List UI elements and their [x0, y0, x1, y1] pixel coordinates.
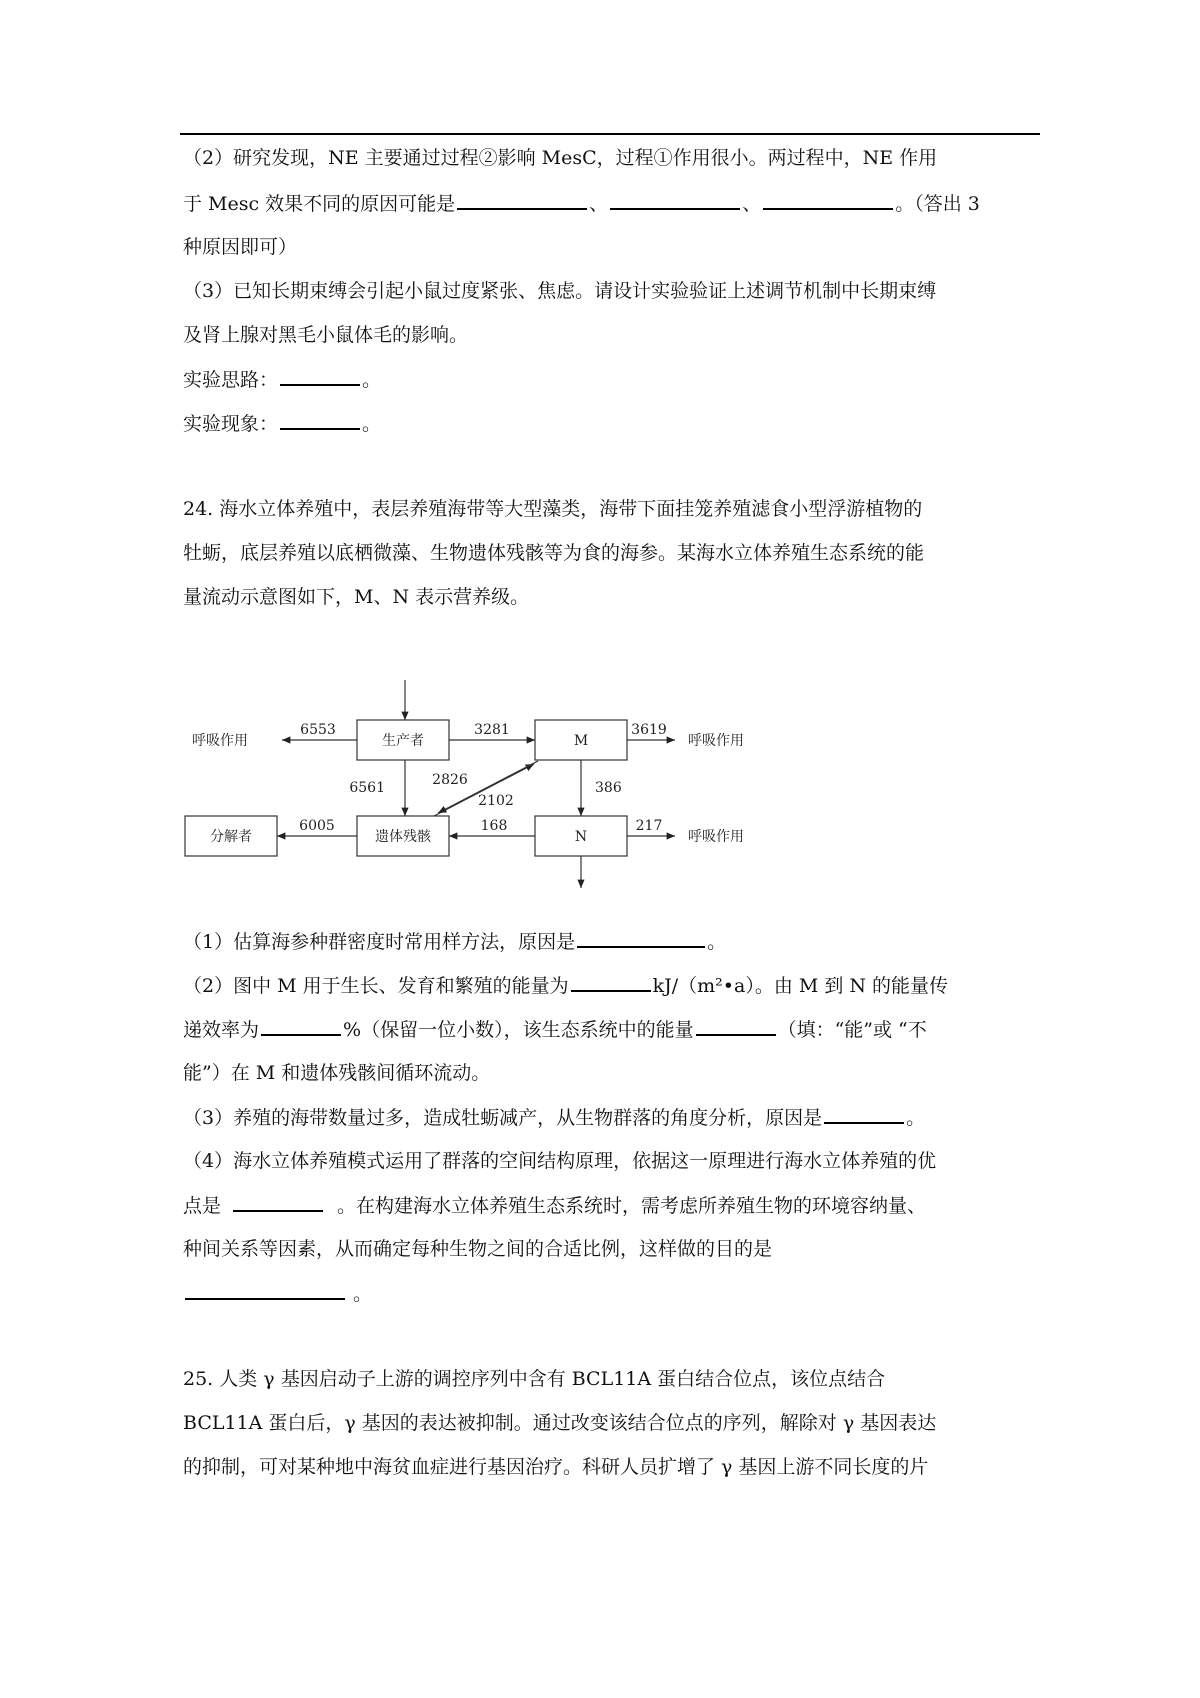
- answer-blank-s2-energy[interactable]: [571, 972, 651, 992]
- answer-blank-s3[interactable]: [824, 1104, 904, 1124]
- answer-blank-s2-efficiency[interactable]: [261, 1016, 341, 1036]
- q24-sub4-line4: [183, 1280, 372, 1307]
- period: 。: [362, 413, 382, 435]
- value-386: 386: [595, 780, 622, 796]
- remains-label: 遗体残骸: [375, 829, 431, 845]
- separator: 、: [742, 193, 762, 215]
- experiment-idea-blank[interactable]: [280, 366, 360, 386]
- q25-line3: 的抑制，可对某种地中海贫血症进行基因治疗。科研人员扩增了 γ 基因上游不同长度的片: [183, 1456, 929, 1478]
- answer-blank-s1[interactable]: [577, 928, 705, 948]
- resp-label-m: 呼吸作用: [688, 733, 744, 749]
- value-6005: 6005: [299, 818, 335, 834]
- experiment-phenomenon-line: [183, 410, 381, 437]
- q24-sub2-line1: [183, 972, 948, 999]
- q24-sub4-line3: 种间关系等因素，从而确定每种生物之间的合适比例，这样做的目的是: [183, 1238, 773, 1260]
- q24-sub1: [183, 928, 726, 955]
- header-rule: [180, 133, 1040, 135]
- period: 。: [353, 1283, 373, 1305]
- q24-sub4-text: 。在构建海水立体养殖生态系统时，需考虑所养殖生物的环境容纳量、: [337, 1195, 927, 1217]
- separator: 、: [589, 193, 609, 215]
- period: 。: [906, 1107, 926, 1129]
- value-217: 217: [635, 818, 663, 834]
- answer-blank-2[interactable]: [610, 190, 740, 210]
- q24-sub2-line3: 能”）在 M 和遗体残骸间循环流动。: [183, 1062, 491, 1084]
- q24-sub3: [183, 1104, 925, 1131]
- q23-part3-line1: （3）已知长期束缚会引起小鼠过度紧张、焦虑。请设计实验验证上述调节机制中长期束缚: [183, 280, 937, 302]
- q24-sub2-efficiency-label: 递效率为: [183, 1019, 260, 1041]
- value-2826: 2826: [432, 772, 468, 788]
- q23-part2-text: 于 Mesc 效果不同的原因可能是: [183, 193, 456, 215]
- q24-sub3-text: （3）养殖的海带数量过多，造成牡蛎减产，从生物群落的角度分析，原因是: [183, 1107, 823, 1129]
- resp-label-n: 呼吸作用: [688, 829, 744, 845]
- q24-sub2-middle-text: %（保留一位小数），该生态系统中的能量: [343, 1019, 694, 1041]
- answer-blank-s4-advantage[interactable]: [233, 1192, 323, 1212]
- value-2102: 2102: [478, 793, 514, 809]
- q24-intro-line2: 牡蛎，底层养殖以底栖微藻、生物遗体残骸等为食的海参。某海水立体养殖生态系统的能: [183, 542, 925, 564]
- value-6561: 6561: [349, 780, 385, 796]
- q23-part3-line2: 及肾上腺对黑毛小鼠体毛的影响。: [183, 324, 469, 346]
- answer-blank-3[interactable]: [763, 190, 893, 210]
- q24-intro-line1: 24. 海水立体养殖中，表层养殖海带等大型藻类，海带下面挂笼养殖滤食小型浮游植物的: [183, 498, 923, 520]
- q24-sub4-label: 点是: [183, 1195, 222, 1217]
- answer-blank-s2-cycle[interactable]: [696, 1016, 776, 1036]
- q24-sub4-line2: [183, 1192, 926, 1219]
- q24-sub2-unit-text: kJ/（m²•a）。由 M 到 N 的能量传: [652, 975, 949, 997]
- decomposer-label: 分解者: [210, 829, 252, 845]
- q24-intro-line3: 量流动示意图如下，M、N 表示营养级。: [183, 586, 530, 608]
- q23-part2-tail: 。（答出 3: [895, 193, 980, 215]
- q24-sub1-text: （1）估算海参种群密度时常用样方法，原因是: [183, 931, 576, 953]
- value-3281: 3281: [474, 722, 510, 738]
- period: 。: [362, 369, 382, 391]
- experiment-idea-label: 实验思路：: [183, 369, 279, 391]
- q24-sub2-text: （2）图中 M 用于生长、发育和繁殖的能量为: [183, 975, 569, 997]
- answer-blank-1[interactable]: [457, 190, 587, 210]
- n-label: N: [574, 829, 588, 845]
- value-3619: 3619: [631, 722, 667, 738]
- answer-blank-s4-purpose[interactable]: [185, 1280, 345, 1300]
- q23-part2-line2: [183, 190, 980, 217]
- experiment-idea-line: [183, 366, 381, 393]
- q24-sub4-line1: （4）海水立体养殖模式运用了群落的空间结构原理，依据这一原理进行海水立体养殖的优: [183, 1150, 937, 1172]
- energy-flow-diagram: [180, 680, 780, 910]
- experiment-phenomenon-blank[interactable]: [280, 410, 360, 430]
- producer-label: 生产者: [382, 733, 424, 749]
- q24-sub2-fill-hint: （填：“能”或 “不: [777, 1019, 927, 1041]
- q23-part2-line1: （2）研究发现，NE 主要通过过程②影响 MesC，过程①作用很小。两过程中，NE 作用: [183, 147, 938, 169]
- q24-sub2-line2: [183, 1016, 927, 1043]
- m-label: M: [573, 733, 589, 749]
- experiment-phenomenon-label: 实验现象：: [183, 413, 279, 435]
- q25-line1: 25. 人类 γ 基因启动子上游的调控序列中含有 BCL11A 蛋白结合位点，该位点结合: [183, 1368, 886, 1390]
- value-168: 168: [480, 818, 508, 834]
- q25-line2: BCL11A 蛋白后，γ 基因的表达被抑制。通过改变该结合位点的序列，解除对 γ 基因表达: [183, 1412, 937, 1434]
- value-6553: 6553: [300, 722, 336, 738]
- period: 。: [707, 931, 727, 953]
- q23-part2-line3: 种原因即可）: [183, 236, 298, 258]
- resp-label-producer: 呼吸作用: [192, 733, 248, 749]
